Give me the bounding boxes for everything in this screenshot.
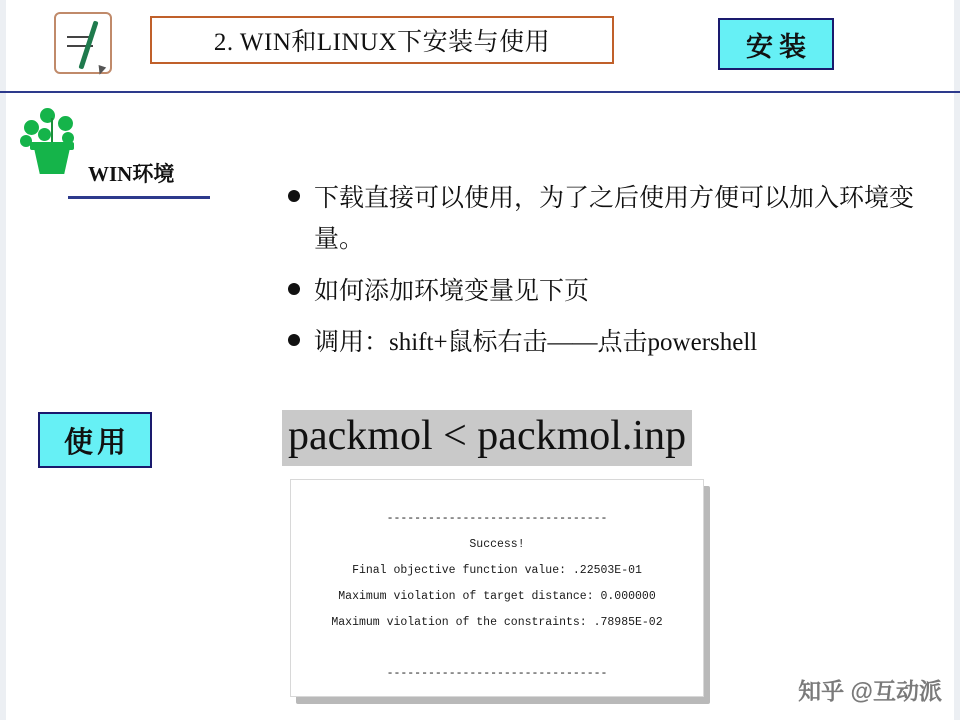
bullet-dot-icon	[288, 283, 300, 295]
output-line: Maximum violation of target distance: 0.000000	[338, 589, 656, 603]
plant-leaf	[24, 120, 39, 135]
output-line: Final objective function value: .22503E-01	[352, 563, 642, 577]
header-divider	[0, 91, 960, 93]
list-item	[288, 322, 928, 363]
command-highlight: packmol < packmol.inp	[282, 410, 692, 466]
section-label-win: WIN环境	[88, 162, 175, 186]
slide-header	[0, 0, 960, 92]
output-line: --------------------------------	[386, 512, 608, 525]
terminal-output-card	[290, 479, 704, 697]
plant-leaf	[58, 116, 73, 131]
output-line: Success!	[469, 537, 525, 551]
page-title: 2. WIN和LINUX下安装与使用	[213, 29, 551, 56]
output-line	[291, 635, 703, 661]
page-edge-left	[0, 0, 6, 720]
output-line: Maximum violation of the constraints: .78985E-02	[331, 615, 663, 629]
bullet-text: 下载直接可以使用，为了之后使用方便可以加入环境变量。	[314, 185, 915, 254]
install-badge	[718, 18, 834, 70]
watermark: 知乎 @互动派	[798, 678, 942, 704]
use-badge	[38, 412, 152, 468]
pen-tip	[96, 65, 106, 76]
use-badge-label: 使用	[63, 426, 130, 459]
install-badge-label: 安装	[746, 31, 812, 62]
bullet-text: 如何添加环境变量见下页	[314, 277, 590, 305]
slide-title-box	[150, 16, 614, 64]
bullet-dot-icon	[288, 334, 300, 346]
bullet-text: 调用：shift+鼠标右击——点击powershell	[314, 328, 758, 356]
plant-pot	[34, 148, 70, 174]
plant-leaf	[38, 128, 51, 141]
potted-plant-icon	[12, 104, 92, 176]
section-label-underline	[68, 196, 210, 199]
list-item	[288, 178, 928, 261]
bullet-list	[288, 178, 928, 373]
plant-stem	[51, 118, 53, 144]
page-edge-right	[954, 0, 960, 720]
output-line: --------------------------------	[386, 667, 608, 681]
list-item	[288, 271, 928, 312]
bullet-dot-icon	[288, 190, 300, 202]
notebook-pen-icon	[54, 12, 112, 74]
